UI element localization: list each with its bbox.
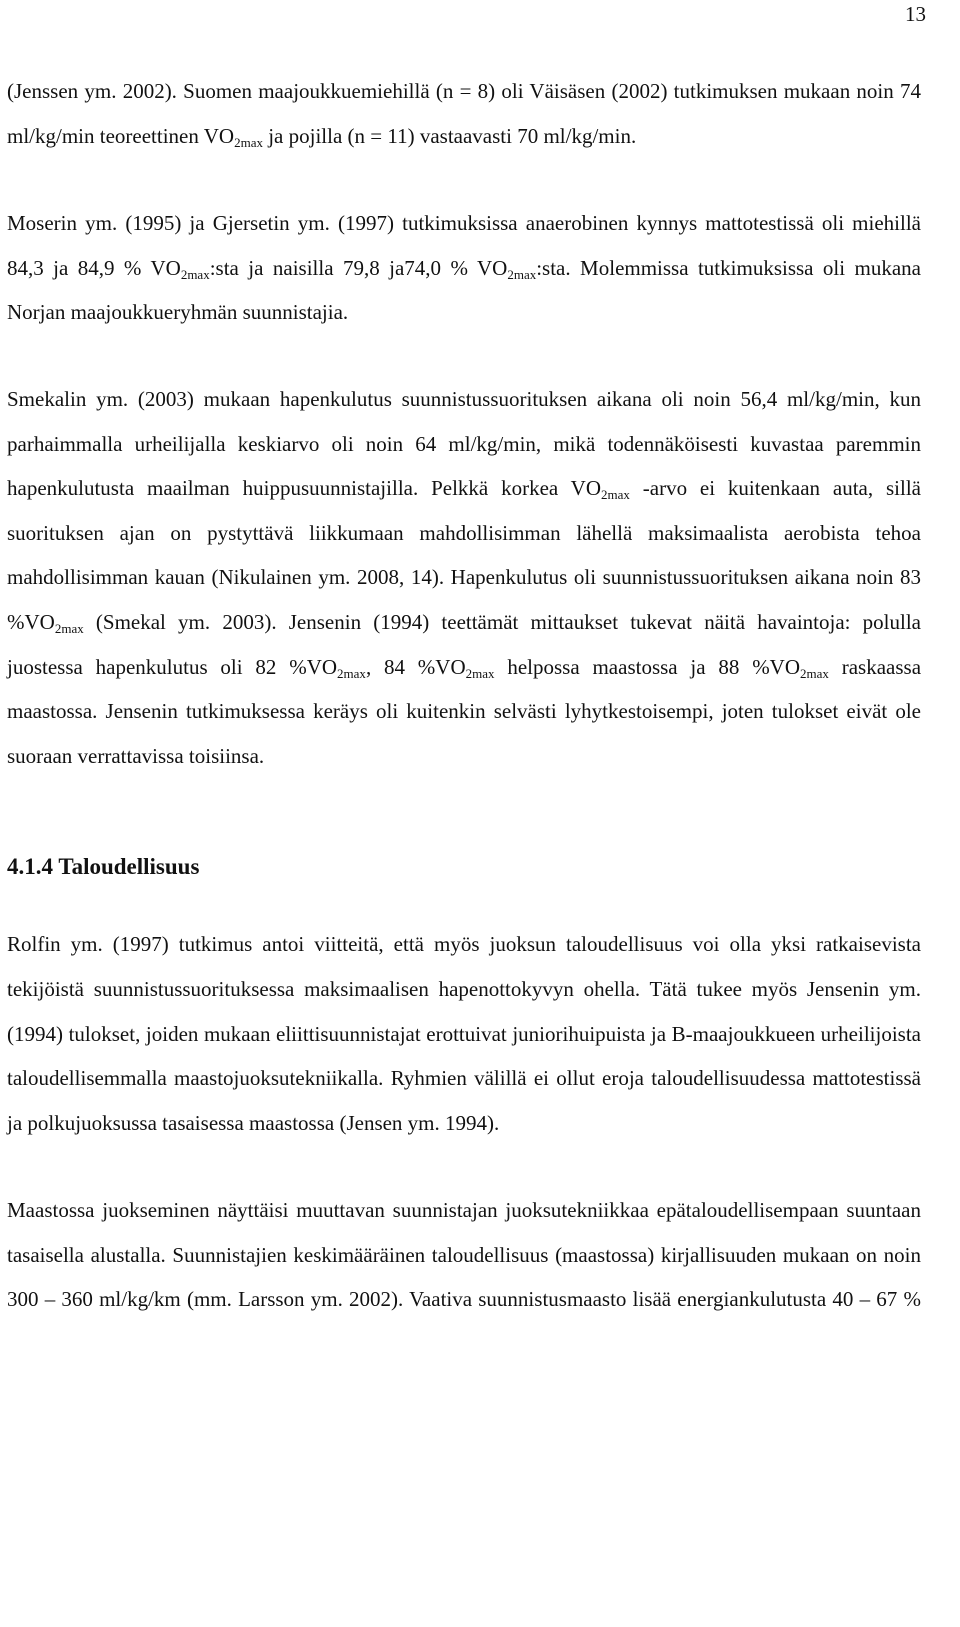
text-run: (Smekal ym. 2003). Jensenin (1994) teettämät mittaukset tukevat näitä havaintoja: polulla juostessa hapenkulutus oli 82 %VO (7, 609, 921, 679)
paragraph-oxygen-consumption (7, 377, 921, 778)
text-run: Smekalin ym. (2003) mukaan hapenkulutus suunnistussuorituksen aikana oli noin 56,4 ml/kg/min, kun parhaimmalla urheilijalla keskiarvo oli noin 64 ml/kg/min, mikä todennäköisesti kuvastaa paremmin hapenkulutusta maailman huippusuunnistajilla. Pelkkä korkea VO (7, 386, 921, 501)
paragraph-running-economy: Rolfin ym. (1997) tutkimus antoi viitteitä, että myös juoksun taloudellisuus voi olla yksi ratkaisevista tekijöistä suunnistussuorituksessa maksimaalisen hapenottokyvyn ohella. Tätä tukee myös Jensenin ym. (1994) tulokset, joiden mukaan eliittisuunnistajat erottuivat juniorihuipuista ja B-maajoukkueen urheilijoista taloudellisemmalla maastojuoksutekniikalla. Ryhmien välillä ei ollut eroja taloudellisuudessa mattotestissä ja polkujuoksussa tasaisessa maastossa (Jensen ym. 1994). (7, 932, 921, 1135)
text-run: ja pojilla (n = 11) vastaavasti 70 ml/kg/min. (262, 123, 637, 148)
subscript: 2max (180, 266, 210, 282)
document-body (7, 69, 921, 1322)
text-run: , 84 %VO (365, 654, 466, 679)
section-heading: 4.1.4 Taloudellisuus (7, 854, 200, 880)
subscript: 2max (337, 665, 366, 681)
text-run: raskaassa maastossa. Jensenin tutkimuksessa keräys oli kuitenkin selvästi lyhytkestoisempi, joten tulokset eivät ole suoraan verrattavissa toisiinsa. (7, 654, 922, 768)
text-run: (Jenssen ym. 2002). Suomen maajoukkuemiehillä (n = 8) oli Väisäsen (2002) tutkimuksen mukaan noin 74 ml/kg/min teoreettinen VO (7, 79, 921, 148)
text-run: :sta ja naisilla 79,8 ja74,0 % VO (209, 255, 508, 280)
text-run: helpossa maastossa ja 88 %VO (494, 654, 801, 679)
subscript: 2max (507, 266, 537, 282)
text-run: -arvo ei kuitenkaan auta, sillä suorituksen ajan on pystyttävä liikkumaan mahdollisimman lähellä maksimaalista aerobista tehoa mahdollisimman kauan (Nikulainen ym. 2008, 14). Hapenkulutus oli suunnistussuorituksen aikana noin 83 %VO (7, 476, 921, 634)
subscript: 2max (601, 487, 630, 503)
subscript: 2max (800, 665, 829, 681)
subscript: 2max (465, 665, 495, 681)
subscript: 2max (234, 134, 263, 150)
page-number: 13 (905, 2, 926, 26)
paragraph-anaerobic-threshold (7, 201, 921, 335)
subscript: 2max (54, 620, 84, 636)
text-run: Moserin ym. (1995) ja Gjersetin ym. (1997) tutkimuksissa anaerobinen kynnys mattotestissä oli miehillä 84,3 ja 84,9 % VO (7, 211, 921, 280)
paragraph-terrain-running: Maastossa juokseminen näyttäisi muuttavan suunnistajan juoksutekniikkaa epätaloudellisempaan suuntaan tasaisella alustalla. Suunnistajien keskimääräinen taloudellisuus (maastossa) kirjallisuuden mukaan on noin 300 – 360 ml/kg/km (mm. Larsson ym. 2002). Vaativa suunnistusmaasto lisää energiankulutusta 40 – 67 % (7, 1198, 921, 1312)
paragraph-vo2max-finnish-team (7, 69, 921, 158)
text-run: :sta. Molemmissa tutkimuksissa oli mukana Norjan maajoukkueryhmän suunnistajia. (7, 255, 921, 325)
